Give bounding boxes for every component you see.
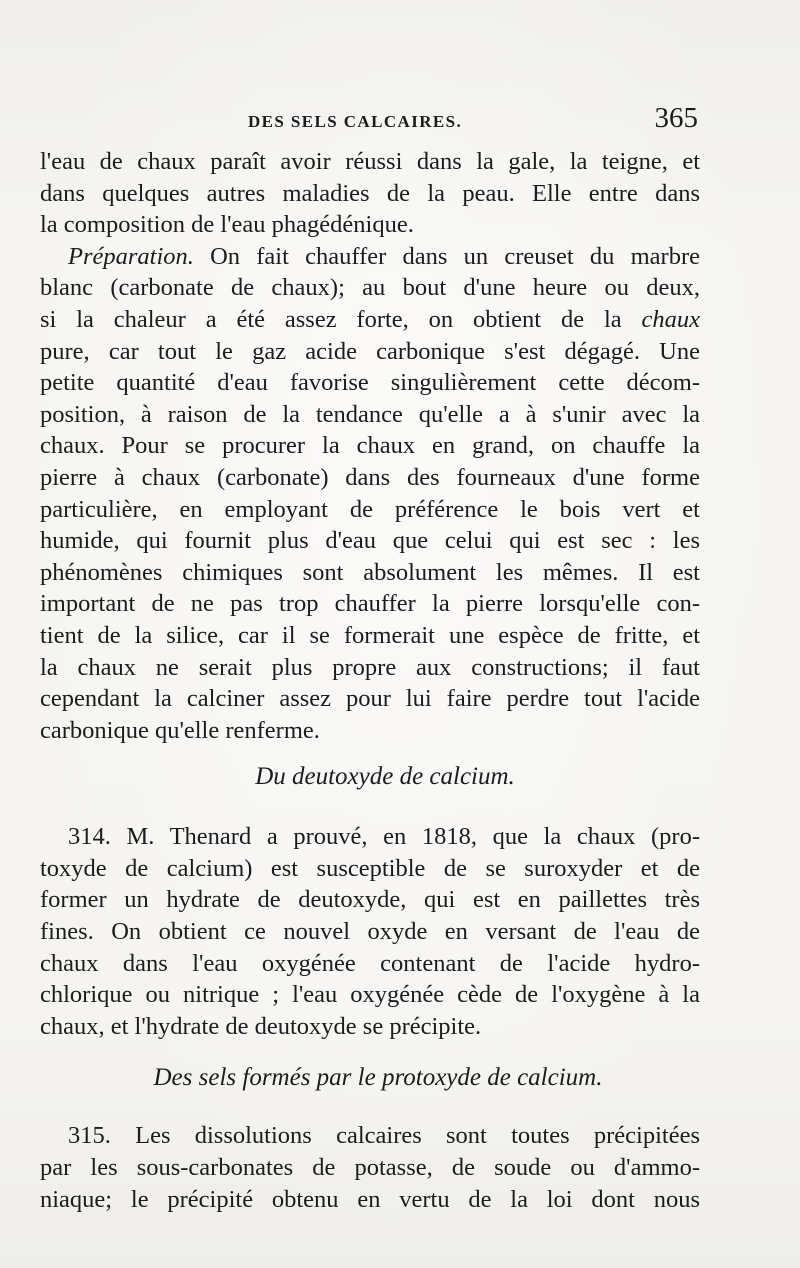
preparation-label: Préparation. [68,242,194,270]
text-line: la composition de l'eau phagédénique. [40,211,414,239]
text-line: carbonique qu'elle renferme. [40,716,320,744]
text-line: former un hydrate de deutoxyde, qui est en paillettes très [40,886,700,914]
page-header [248,102,698,142]
text-line: important de ne pas trop chauffer la pierre lorsqu'elle con- [40,590,700,618]
text-line: par les sous-carbonates de potasse, de soude ou d'ammo- [40,1154,700,1182]
text-line: dans quelques autres maladies de la peau. Elle entre dans [40,179,700,207]
text-line: cependant la calciner assez pour lui faire perdre tout l'acide [40,685,700,713]
section-title: Du deutoxyde de calcium. [255,763,515,791]
text-line: 315. Les dissolutions calcaires sont toutes précipitées [68,1122,700,1150]
text-line: chaux dans l'eau oxygénée contenant de l'acide hydro- [40,949,700,977]
text-line [40,241,700,273]
text-line: chaux, et l'hydrate de deutoxyde se précipite. [40,1012,482,1040]
text-line: chaux. Pour se procurer la chaux en grand, on chauffe la [40,432,700,460]
text-block [40,146,700,1215]
text-line: petite quantité d'eau favorise singulièrement cette décom- [40,369,700,397]
text-line: toxyde de calcium) est susceptible de se suroxyder et de [40,854,700,882]
text-line: blanc (carbonate de chaux); au bout d'une heure ou deux, [40,274,700,302]
text-line [40,304,700,336]
text-line: tient de la silice, car il se formerait une espèce de fritte, et [40,621,700,649]
page-number: 365 [654,102,698,134]
text-line: chlorique ou nitrique ; l'eau oxygénée cède de l'oxygène à la [40,981,700,1009]
text-line: position, à raison de la tendance qu'elle a à s'unir avec la [40,400,700,428]
text-span: si la chaleur a été assez forte, on obtient de la [40,305,642,333]
text-line: fines. On obtient ce nouvel oxyde en versant de l'eau de [40,918,700,946]
text-span: On fait chauffer dans un creuset du marbre [193,242,700,270]
text-line: 314. M. Thenard a prouvé, en 1818, que la chaux (pro- [68,823,700,851]
text-line: la chaux ne serait plus propre aux constructions; il faut [40,653,700,681]
text-line: phénomènes chimiques sont absolument les mêmes. Il est [40,558,700,586]
text-line: niaque; le précipité obtenu en vertu de la loi dont nous [40,1185,700,1213]
text-line: humide, qui fournit plus d'eau que celui qui est sec : les [40,527,700,555]
running-head: DES SELS CALCAIRES. [248,112,463,131]
text-line: pure, car tout le gaz acide carbonique s'est dégagé. Une [40,337,700,365]
text-line: l'eau de chaux paraît avoir réussi dans la gale, la teigne, et [40,148,700,175]
italic-term: chaux [641,305,700,333]
text-line: particulière, en employant de préférence le bois vert et [40,495,700,523]
section-title: Des sels formés par le protoxyde de calcium. [153,1064,603,1092]
text-line: pierre à chaux (carbonate) dans des fourneaux d'une forme [40,463,700,491]
